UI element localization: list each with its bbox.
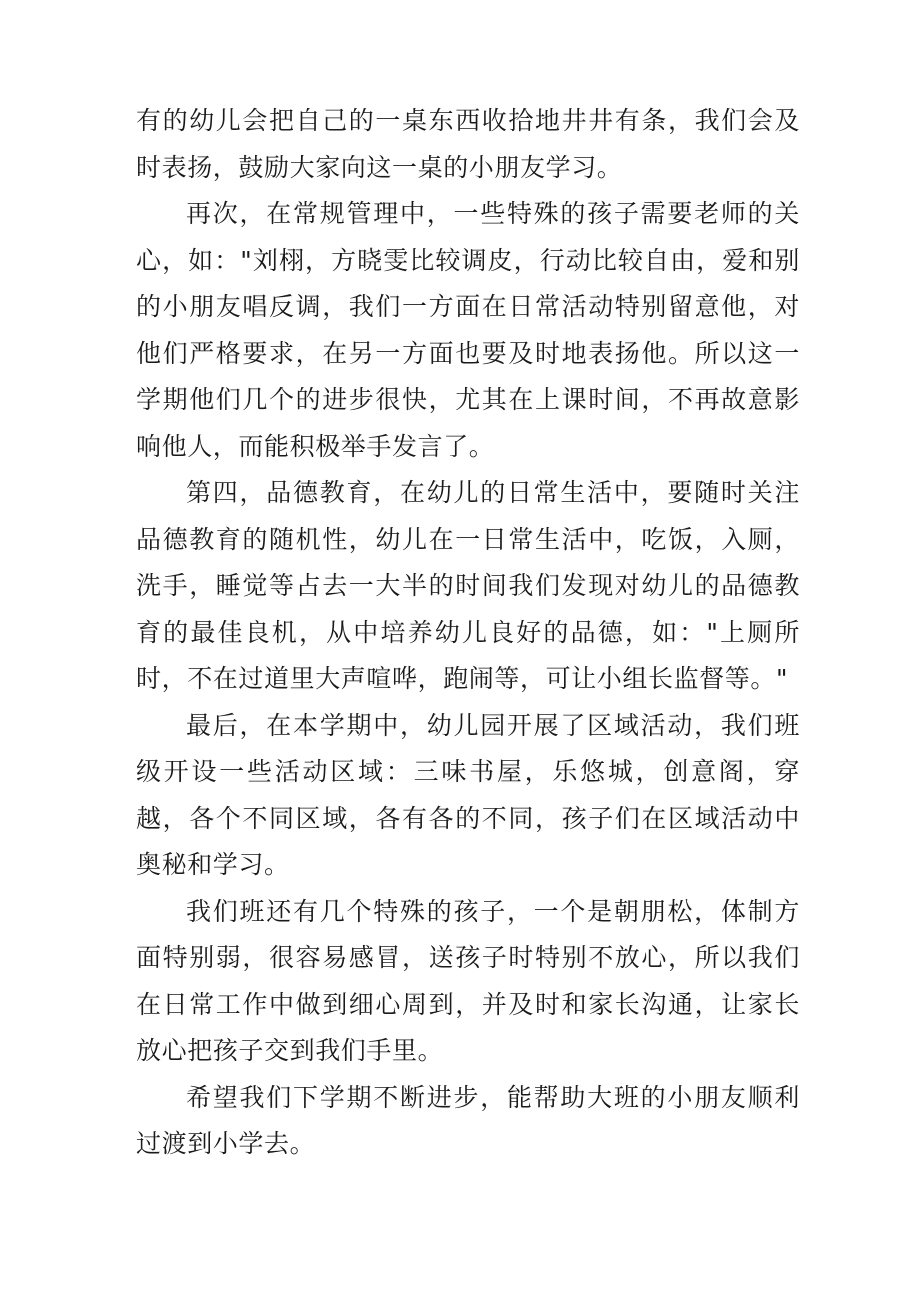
paragraph-closing-hope: 希望我们下学期不断进步，能帮助大班的小朋友顺利过渡到小学去。 — [136, 1082, 800, 1158]
paragraph-special-children: 我们班还有几个特殊的孩子，一个是朝朋松，体制方面特别弱，很容易感冒，送孩子时特别不放心，所以我们在日常工作中做到细心周到，并及时和家长沟通，让家长放心把孩子交到我们手里。 — [136, 896, 800, 1065]
paragraph-routine-management: 再次，在常规管理中，一些特殊的孩子需要老师的关心，如："刘栩，方晓雯比较调皮，行动比较自由，爱和别的小朋友唱反调，我们一方面在日常活动特别留意他，对他们严格要求，在另一方面也要及时地表扬他。所以这一学期他们几个的进步很快，尤其在上课时间，不再故意影响他人，而能积极举手发言了。 — [136, 199, 800, 461]
paragraph-continuation: 有的幼儿会把自己的一桌东西收拾地井井有条，我们会及时表扬，鼓励大家向这一桌的小朋友学习。 — [136, 106, 800, 182]
paragraph-area-activities: 最后，在本学期中，幼儿园开展了区域活动，我们班级开设一些活动区域：三味书屋，乐悠城，创意阁，穿越，各个不同区域，各有各的不同，孩子们在区域活动中奥秘和学习。 — [136, 710, 800, 879]
document-body — [136, 98, 800, 1168]
paragraph-moral-education: 第四，品德教育，在幼儿的日常生活中，要随时关注品德教育的随机性，幼儿在一日常生活中，吃饭，入厕，洗手，睡觉等占去一大半的时间我们发现对幼儿的品德教育的最佳良机，从中培养幼儿良好的品德，如："上厕所时，不在过道里大声喧哗，跑闹等，可让小组长监督等。" — [136, 478, 800, 693]
